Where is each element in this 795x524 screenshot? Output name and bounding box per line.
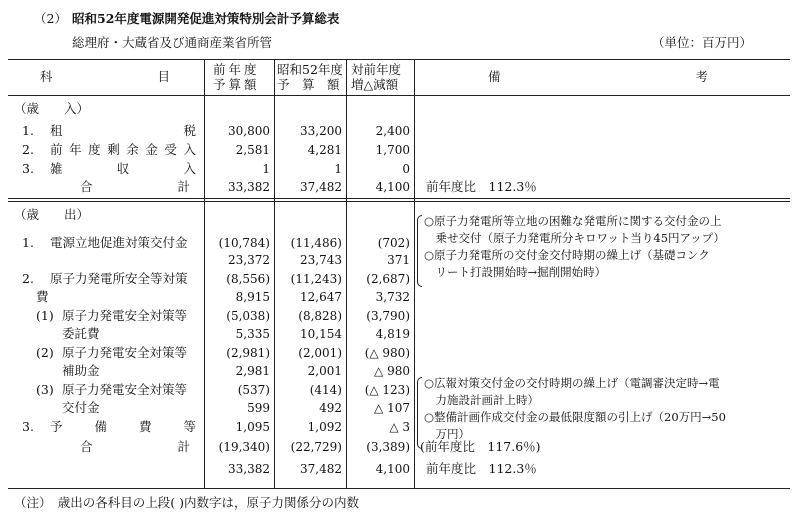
expenditure-subitem-prev-nuclear: (5,038) bbox=[226, 309, 270, 323]
header-diff-line1: 対前年度 bbox=[351, 62, 402, 77]
expenditure-item-cur: 12,647 bbox=[300, 290, 342, 304]
revenue-bottom-rule bbox=[8, 198, 790, 199]
expenditure-subitem-cur-nuclear: (2,001) bbox=[298, 346, 342, 360]
table-top-rule bbox=[8, 59, 790, 60]
revenue-total-remark: 前年度比 112.3％ bbox=[426, 179, 537, 194]
revenue-row-number: 3. bbox=[22, 161, 34, 176]
expenditure-item-prev: 23,372 bbox=[228, 253, 270, 267]
expenditure-subitem-diff: △ 980 bbox=[374, 364, 410, 378]
expenditure-subitem-label-cont: 交付金 bbox=[62, 400, 100, 415]
revenue-total-label: 合 計 bbox=[80, 179, 190, 194]
revenue-total-prev: 33,382 bbox=[228, 180, 270, 194]
section-number: （2） bbox=[34, 11, 67, 26]
revenue-row-number: 2. bbox=[22, 142, 34, 157]
revenue-total-diff: 4,100 bbox=[375, 180, 410, 194]
expenditure-subitem-number: (2) bbox=[36, 345, 54, 360]
expenditure-subitem-cur-nuclear: (8,828) bbox=[298, 309, 342, 323]
expenditure-total-prev: 33,382 bbox=[228, 462, 270, 476]
unit-label: （単位：百万円） bbox=[652, 35, 753, 50]
remarks-line: リート打設開始時→掘削開始時） bbox=[424, 265, 607, 279]
expenditure-total-remark: 前年度比 112.3％ bbox=[426, 461, 537, 476]
expenditure-subitem-diff-nuclear: (3,790) bbox=[366, 309, 410, 323]
remarks-line: ○原子力発電所の交付金交付時期の繰上げ（基礎コンク bbox=[424, 248, 710, 262]
remarks-line: ○整備計画作成交付金の最低限度額の引上げ（20万円→50 bbox=[424, 410, 726, 424]
revenue-row-diff: 0 bbox=[402, 162, 410, 176]
revenue-row-number: 1. bbox=[22, 123, 34, 138]
header-item: 科 目 bbox=[40, 69, 170, 84]
expenditure-item-number: 3. bbox=[22, 419, 34, 434]
expenditure-section-label: （歳 出） bbox=[14, 207, 90, 222]
revenue-section-label: （歳 入） bbox=[14, 101, 90, 116]
table-bottom-rule bbox=[8, 488, 790, 489]
expenditure-subitem-diff-nuclear: (△ 123) bbox=[364, 383, 410, 397]
expenditure-subitem-diff-nuclear: (△ 980) bbox=[364, 346, 410, 360]
expenditure-subitem-cur: 2,001 bbox=[307, 364, 342, 378]
revenue-row-prev: 1 bbox=[262, 162, 270, 176]
expenditure-total-cur-nuclear: (22,729) bbox=[290, 440, 342, 454]
header-prev-line1: 前年度 bbox=[213, 62, 260, 77]
expenditure-subitem-prev: 5,335 bbox=[235, 327, 270, 341]
revenue-total-cur: 37,482 bbox=[300, 180, 342, 194]
revenue-row-label: 雑 収 入 bbox=[50, 161, 196, 176]
remarks-line: ○広報対策交付金の交付時期の繰上げ（電調審決定時→電 bbox=[424, 376, 720, 390]
expenditure-item-number: 2. bbox=[22, 271, 34, 286]
col-divider-remarks bbox=[414, 59, 415, 489]
expenditure-total-diff: 4,100 bbox=[375, 462, 410, 476]
revenue-row-prev: 30,800 bbox=[228, 124, 270, 138]
expenditure-item-prev-nuclear: (8,556) bbox=[226, 272, 270, 286]
expenditure-subitem-prev: 2,981 bbox=[235, 364, 270, 378]
remarks-brace bbox=[417, 215, 422, 287]
revenue-row-label: 租 税 bbox=[50, 123, 196, 138]
col-divider-diff bbox=[346, 59, 347, 489]
expenditure-subitem-cur: 492 bbox=[319, 401, 342, 415]
expenditure-item-prev: 8,915 bbox=[235, 290, 270, 304]
ministry-subtitle: 総理府・大蔵省及び通商産業省所管 bbox=[72, 35, 273, 50]
expenditure-subitem-number: (1) bbox=[36, 308, 54, 323]
expenditure-item-cur-nuclear: (11,486) bbox=[290, 236, 342, 250]
header-diff-line2: 増△減額 bbox=[351, 77, 399, 92]
expenditure-item-cur: 1,092 bbox=[307, 420, 342, 434]
expenditure-total-cur: 37,482 bbox=[300, 462, 342, 476]
remarks-brace bbox=[417, 377, 422, 449]
revenue-row-cur: 33,200 bbox=[300, 124, 342, 138]
expenditure-total-label: 合 計 bbox=[80, 439, 190, 454]
revenue-row-label: 前 年 度 剰 余 金 受 入 bbox=[50, 142, 196, 157]
expenditure-subitem-cur-nuclear: (414) bbox=[309, 383, 342, 397]
document-title: 昭和52年度電源開発促進対策特別会計予算総表 bbox=[72, 11, 340, 26]
header-remarks: 備 考 bbox=[488, 69, 708, 84]
revenue-row-cur: 1 bbox=[334, 162, 342, 176]
expenditure-item-diff: 371 bbox=[387, 253, 410, 267]
header-prev-line2: 予算額 bbox=[213, 77, 260, 92]
expenditure-subitem-label-cont: 補助金 bbox=[62, 363, 100, 378]
expenditure-item-diff-nuclear: (2,687) bbox=[366, 272, 410, 286]
expenditure-item-cur: 23,743 bbox=[300, 253, 342, 267]
expenditure-total-prev-nuclear: (19,340) bbox=[218, 440, 270, 454]
expenditure-subitem-prev-nuclear: (2,981) bbox=[226, 346, 270, 360]
remarks-line: 力施設計画計上時） bbox=[424, 393, 539, 407]
expenditure-total-diff-nuclear: (3,389) bbox=[366, 440, 410, 454]
expenditure-subitem-label-cont: 委託費 bbox=[62, 326, 100, 341]
header-bottom-rule bbox=[8, 95, 790, 96]
remarks-line: 乗せ交付（原子力発電所分キロワット当り45円アップ） bbox=[424, 231, 725, 245]
revenue-row-diff: 2,400 bbox=[375, 124, 410, 138]
expenditure-item-prev-nuclear: (10,784) bbox=[218, 236, 270, 250]
expenditure-item-prev: 1,095 bbox=[235, 420, 270, 434]
expenditure-item-label-cont: 費 bbox=[36, 289, 49, 304]
header-cur-line1: 昭和52年度 bbox=[277, 62, 343, 77]
expenditure-subitem-cur: 10,154 bbox=[300, 327, 342, 341]
expenditure-subitem-diff: △ 107 bbox=[374, 401, 410, 415]
revenue-row-prev: 2,581 bbox=[235, 143, 270, 157]
remarks-line: ○原子力発電所等立地の困難な発電所に関する交付金の上 bbox=[424, 214, 722, 228]
revenue-bottom-rule-double bbox=[8, 201, 790, 202]
col-divider-cur bbox=[274, 59, 275, 489]
expenditure-item-cur-nuclear: (11,243) bbox=[290, 272, 342, 286]
revenue-row-diff: 1,700 bbox=[375, 143, 410, 157]
expenditure-item-diff: △ 3 bbox=[389, 420, 410, 434]
header-cur-line2: 予 算 額 bbox=[277, 77, 340, 92]
expenditure-subitem-prev: 599 bbox=[247, 401, 270, 415]
expenditure-item-label: 予 備 費 等 bbox=[50, 419, 196, 434]
expenditure-item-diff: 3,732 bbox=[375, 290, 410, 304]
expenditure-item-diff-nuclear: (702) bbox=[377, 236, 410, 250]
expenditure-subitem-label: 原子力発電安全対策等 bbox=[62, 345, 188, 360]
expenditure-subitem-number: (3) bbox=[36, 382, 54, 397]
footnote: （注） 歳出の各科目の上段( )内数字は，原子力関係分の内数 bbox=[14, 495, 359, 510]
revenue-row-cur: 4,281 bbox=[307, 143, 342, 157]
expenditure-total-remark-nuclear: (前年度比 117.6％) bbox=[420, 439, 541, 454]
expenditure-item-label: 原子力発電所安全等対策 bbox=[50, 271, 188, 286]
expenditure-subitem-diff: 4,819 bbox=[375, 327, 410, 341]
expenditure-subitem-label: 原子力発電安全対策等 bbox=[62, 308, 188, 323]
expenditure-item-label: 電源立地促進対策交付金 bbox=[50, 235, 188, 250]
expenditure-subitem-label: 原子力発電安全対策等 bbox=[62, 382, 188, 397]
expenditure-item-number: 1. bbox=[22, 235, 34, 250]
expenditure-subitem-prev-nuclear: (537) bbox=[237, 383, 270, 397]
remarks-line: 万円） bbox=[424, 427, 470, 441]
col-divider-prev bbox=[204, 59, 205, 489]
